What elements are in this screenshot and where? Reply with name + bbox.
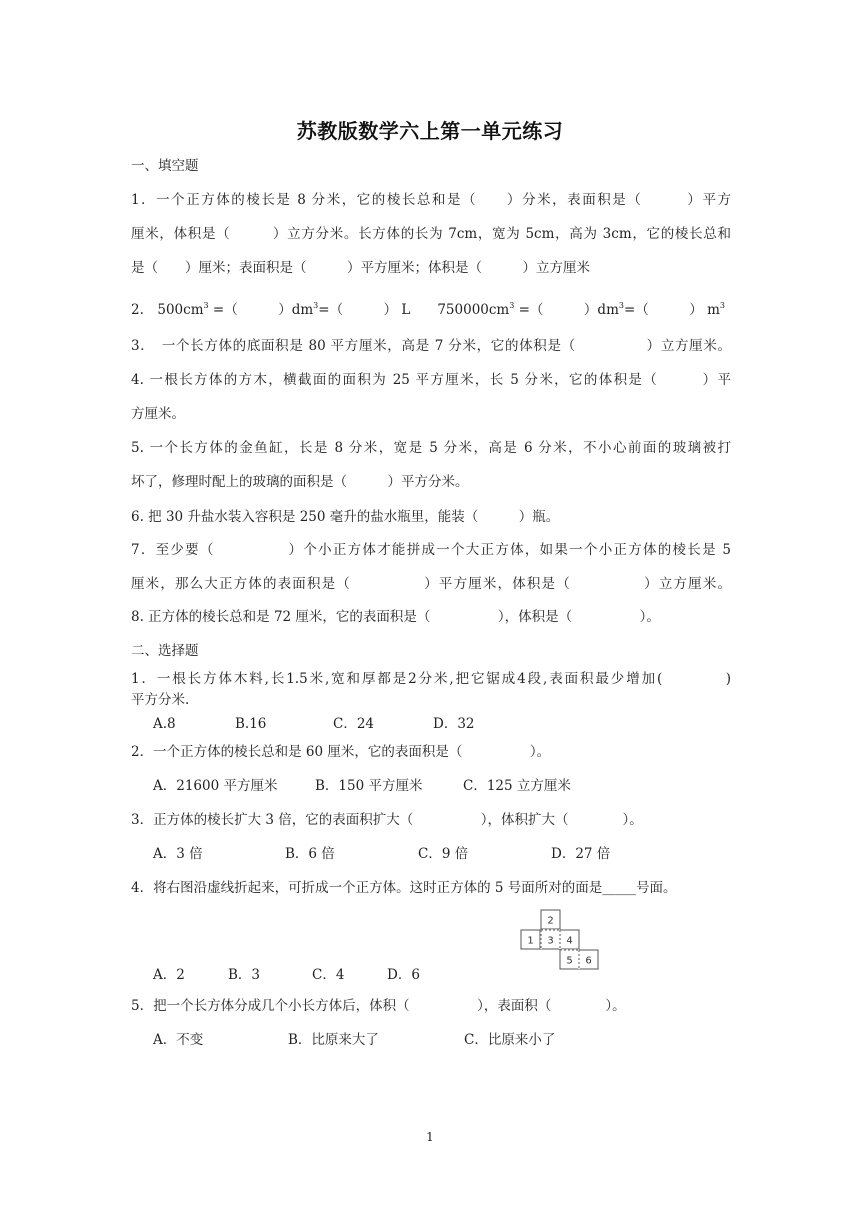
net-label-3: 3: [547, 935, 554, 947]
q2-part-a: 2. 500cm: [131, 302, 204, 318]
choice-q4-option: C．4: [312, 967, 345, 983]
q2-sup-1: 3: [203, 301, 209, 310]
q2-part-d: =（ ）dm: [518, 302, 619, 318]
choice-q4-option: D．6: [387, 967, 420, 983]
q2-part-e: =（ ） m: [623, 302, 720, 318]
fill-q2: [131, 300, 731, 320]
choice-q1-line1: 1．一根长方体木料,长1.5米,宽和厚都是2分米,把它锯成4段,表面积最少增加( ): [131, 671, 731, 687]
fill-q1-line1: 1．一个正方体的棱长是 8 分米，它的棱长总和是（ ）分米，表面积是（ ）平方: [131, 192, 731, 208]
choice-q5-option: C．比原来小了: [464, 1032, 556, 1048]
choice-q3: 3．正方体的棱长扩大 3 倍，它的表面积扩大（ ），体积扩大（ ）。: [131, 812, 643, 828]
fill-q6: 6. 把 30 升盐水装入容积是 250 毫升的盐水瓶里，能装（ ）瓶。: [131, 509, 560, 525]
choice-q2-option: A．21600 平方厘米: [153, 778, 278, 794]
q2-sup-5: 3: [719, 301, 725, 310]
fill-q8: 8. 正方体的棱长总和是 72 厘米，它的表面积是（ ），体积是（ ）。: [131, 609, 660, 625]
choice-q4-option: B．3: [228, 967, 261, 983]
q2-part-b: =（ ）dm: [212, 302, 314, 318]
cube-net-figure: [520, 909, 600, 971]
choice-q3-option: B．6 倍: [285, 846, 335, 862]
fill-q4-line2: 方厘米。: [131, 406, 185, 422]
choice-q1-option: B.16: [235, 716, 267, 732]
choice-q1-option: C．24: [333, 716, 375, 732]
q2-sup-4: 3: [618, 301, 624, 310]
choice-q2-option: B．150 平方厘米: [315, 778, 423, 794]
choice-q5-option: A．不变: [153, 1032, 204, 1048]
net-label-5: 5: [566, 955, 573, 967]
net-label-1: 1: [527, 935, 534, 947]
fill-q3: 3． 一个长方体的底面积是 80 平方厘米，高是 7 分米，它的体积是（ ）立方厘米。: [131, 338, 731, 354]
choice-q1-option: D．32: [433, 716, 475, 732]
q2-sup-3: 3: [509, 301, 515, 310]
q2-sup-2: 3: [313, 301, 319, 310]
net-label-2: 2: [547, 915, 554, 927]
page-title: 苏教版数学六上第一单元练习: [296, 119, 564, 143]
choice-q2-option: C．125 立方厘米: [463, 778, 571, 794]
choice-q4-option: A．2: [153, 967, 185, 983]
fill-q5-line1: 5. 一个长方体的金鱼缸，长是 8 分米，宽是 5 分米，高是 6 分米，不小心前面的玻璃被打: [131, 440, 731, 456]
fill-q4-line1: 4. 一根长方体的方木，横截面的面积为 25 平方厘米，长 5 分米，它的体积是（ ）平: [131, 372, 731, 388]
fill-q1-line2: 厘米，体积是（ ）立方分米。长方体的长为 7cm，宽为 5cm，高为 3cm，它的棱长总和: [131, 226, 731, 242]
choice-q3-option: C．9 倍: [418, 846, 469, 862]
choice-q1-option: A.8: [153, 716, 176, 732]
fill-q1-line3: 是（ ）厘米；表面积是（ ）平方厘米；体积是（ ）立方厘米: [131, 260, 590, 276]
section-heading-fill: 一、填空题: [131, 158, 199, 174]
choice-q1-line2: 平方分米.: [131, 692, 190, 708]
fill-q7-line1: 7．至少要（ ）个小正方体才能拼成一个大正方体，如果一个小正方体的棱长是 5: [131, 542, 731, 558]
net-label-6: 6: [585, 955, 592, 967]
fill-q5-line2: 坏了，修理时配上的玻璃的面积是（ ）平方分米。: [131, 474, 469, 490]
choice-q2: 2．一个正方体的棱长总和是 60 厘米，它的表面积是（ ）。: [131, 744, 551, 760]
choice-q3-option: D．27 倍: [551, 846, 611, 862]
choice-q4: 4．将右图沿虚线折起来，可折成一个正方体。这时正方体的 5 号面所对的面是_____号面。: [131, 880, 677, 896]
net-label-4: 4: [566, 935, 573, 947]
page-number: 1: [426, 1130, 434, 1144]
choice-q3-option: A．3 倍: [153, 846, 203, 862]
choice-q5-option: B．比原来大了: [288, 1032, 379, 1048]
section-heading-choice: 二、选择题: [131, 643, 199, 659]
q2-part-c: =（ ） L 750000cm: [318, 302, 510, 318]
fill-q7-line2: 厘米，那么大正方体的表面积是（ ）平方厘米，体积是（ ）立方厘米。: [131, 576, 731, 592]
choice-q5: 5．把一个长方体分成几个小长方体后，体积（ ），表面积（ ）。: [131, 998, 626, 1014]
